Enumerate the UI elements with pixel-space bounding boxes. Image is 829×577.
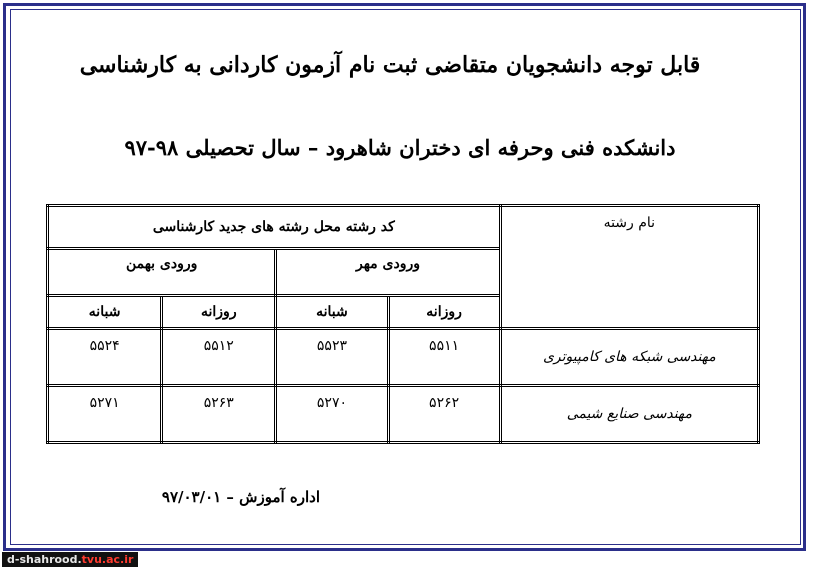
shift-header: روزانه <box>388 296 500 329</box>
field-code: ۵۵۱۱ <box>388 329 500 386</box>
field-code: ۵۵۲۳ <box>276 329 388 386</box>
shift-header: شبانه <box>48 296 162 329</box>
table-row <box>48 329 759 386</box>
codes-header: کد رشته محل رشته های جدید کارشناسی <box>48 206 501 249</box>
watermark-domain: tvu.ac.ir <box>81 553 134 566</box>
field-code: ۵۲۷۰ <box>276 386 388 443</box>
field-codes-table <box>46 204 760 444</box>
entry-mehr-header: ورودی مهر <box>276 249 500 296</box>
field-code: ۵۵۲۴ <box>48 329 162 386</box>
notice-title: قابل توجه دانشجویان متقاضی ثبت نام آزمون کاردانی به کارشناسی <box>79 52 701 78</box>
table-header-row <box>48 206 759 249</box>
field-code: ۵۲۶۳ <box>162 386 276 443</box>
footer-office-date: اداره آموزش – ۹۷/۰۳/۰۱ <box>161 488 320 506</box>
field-code: ۵۲۷۱ <box>48 386 162 443</box>
shift-header: شبانه <box>276 296 388 329</box>
table-row <box>48 386 759 443</box>
notice-subtitle: دانشکده فنی وحرفه ای دختران شاهرود – سال تحصیلی ۹۸-۹۷ <box>124 135 676 160</box>
field-name-header: نام رشته <box>500 206 758 329</box>
site-watermark <box>2 552 138 567</box>
field-name: مهندسی شبکه های کامپیوتری <box>500 329 758 386</box>
watermark-prefix: d-shahrood. <box>7 553 82 566</box>
entry-bahman-header: ورودی بهمن <box>48 249 276 296</box>
field-code: ۵۲۶۲ <box>388 386 500 443</box>
shift-header: روزانه <box>162 296 276 329</box>
field-name: مهندسی صنایع شیمی <box>500 386 758 443</box>
field-code: ۵۵۱۲ <box>162 329 276 386</box>
